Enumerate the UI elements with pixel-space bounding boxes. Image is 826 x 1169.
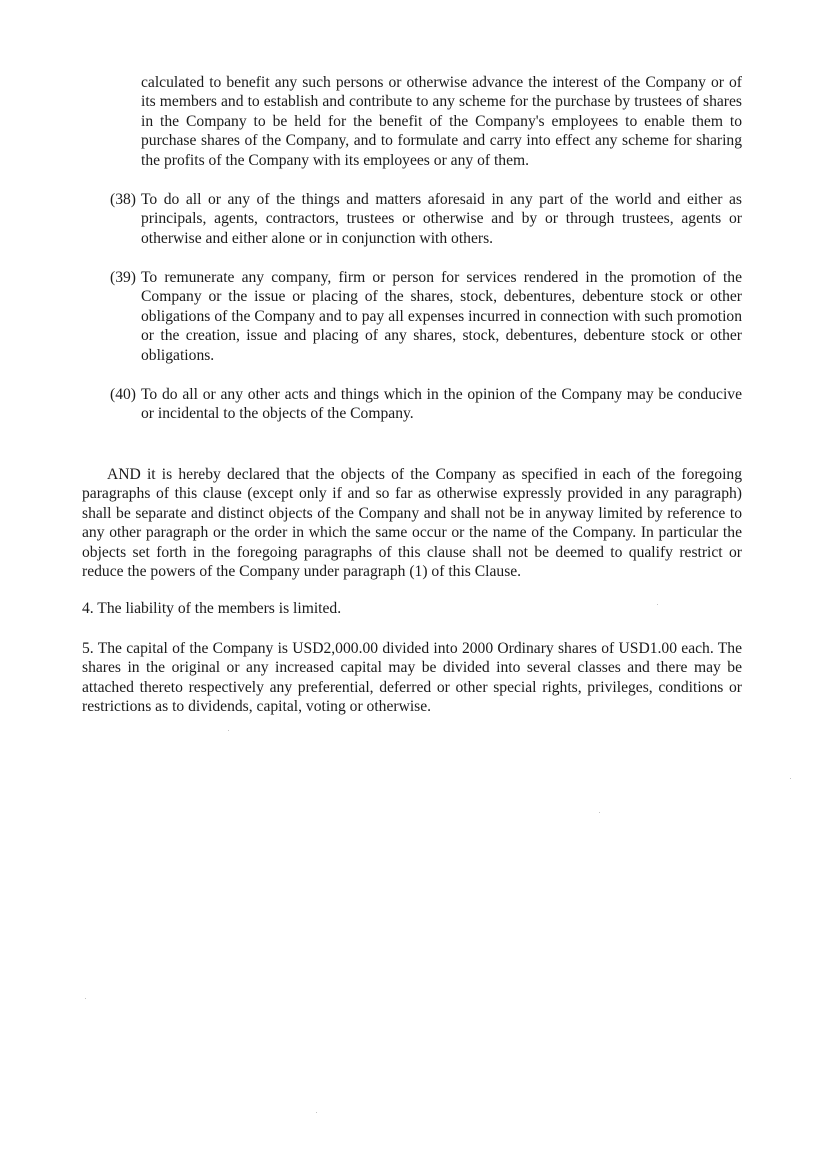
clause-text: To do all or any of the things and matters aforesaid in any part of the world and either as principals, agents, contractors, trustees or otherwise and by or through trustees, agents or otherwise and either alone or in conjunction with others. [141,191,742,247]
capital-clause: 5. The capital of the Company is USD2,000.00 divided into 2000 Ordinary shares of USD1.00 each. The shares in the original or any increased capital may be divided into several classes and there may be attached thereto respectively any preferential, deferred or other special rights, privileges, conditions or restrictions as to dividends, capital, voting or otherwise. [82,640,742,716]
objects-declaration-paragraph: AND it is hereby declared that the objects of the Company as specified in each of the foregoing paragraphs of this clause (except only if and so far as otherwise expressly provided in any paragraph) shall be separate and distinct objects of the Company and shall not be in anyway limited by reference to any other paragraph or the order in which the same occur or the name of the Company. In particular the objects set forth in the foregoing paragraphs of this clause shall not be deemed to qualify restrict or reduce the powers of the Company under paragraph (1) of this Clause. [82,466,742,581]
liability-clause: 4. The liability of the members is limited. [82,600,342,617]
scan-speck [85,998,86,999]
clause-number: (38) [110,191,136,208]
scan-speck [790,778,791,779]
clause-number: (40) [110,386,136,403]
continuation-paragraph: calculated to benefit any such persons or otherwise advance the interest of the Company or of its members and to establish and contribute to any scheme for the purchase by trustees of shares in the Company to be held for the benefit of the Company's employees to enable them to purchase shares of the Company, and to formulate and carry into effect any scheme for sharing the profits of the Company with its employees or any of them. [141,74,742,169]
object-clause-38 [110,190,742,248]
scan-speck [316,1112,317,1113]
scan-speck [228,730,229,731]
clause-text: To remunerate any company, firm or person for services rendered in the promotion of the Company or the issue or placing of the shares, stock, debentures, debenture stock or other obligations of the Company and to pay all expenses incurred in connection with such promotion or the creation, issue and placing of any shares, stock, debentures, debenture stock or other obligations. [141,269,742,364]
object-clause-39 [110,268,742,365]
object-clause-40 [110,385,742,424]
scan-speck [657,604,658,605]
clause-number: (39) [110,269,136,286]
scan-speck [599,812,600,813]
clause-text: To do all or any other acts and things which in the opinion of the Company may be conducive or incidental to the objects of the Company. [141,386,742,423]
